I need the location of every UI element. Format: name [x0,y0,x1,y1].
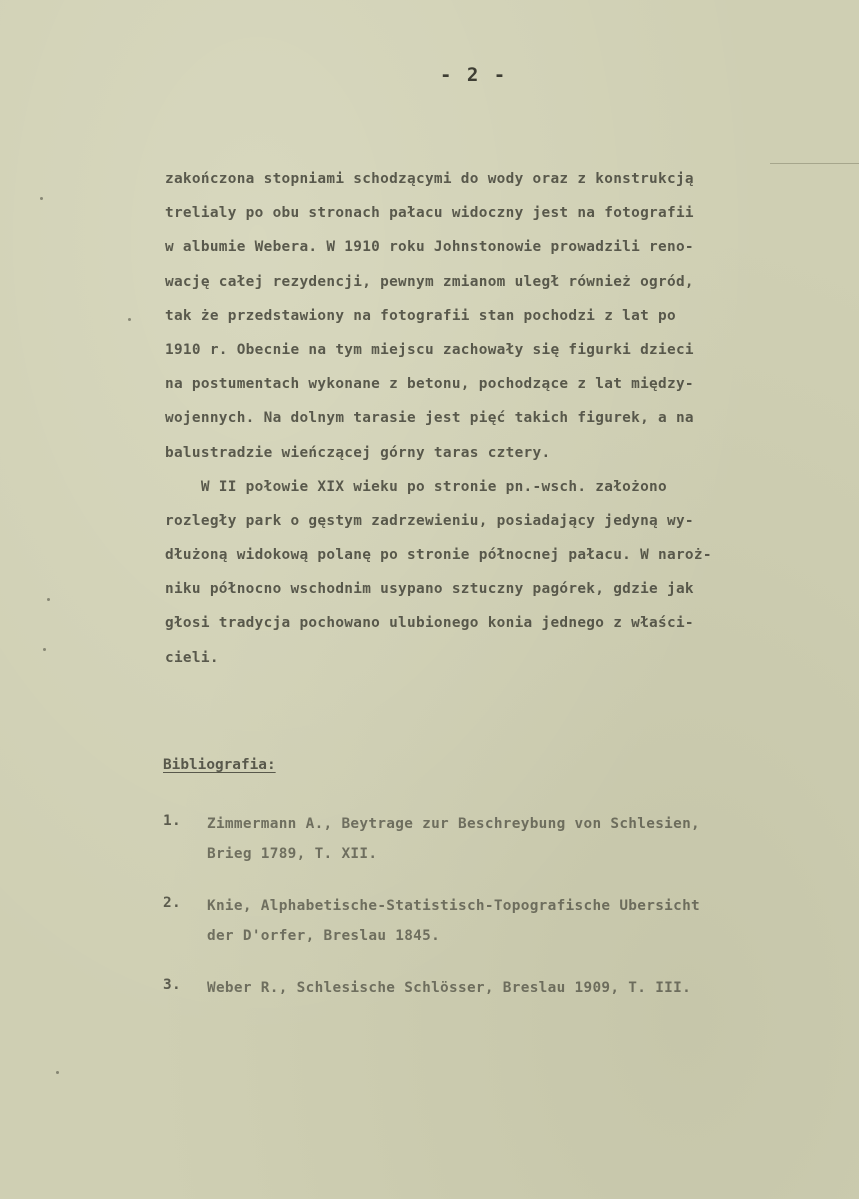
body-line: cieli. [165,649,219,666]
bibliography-item-text [207,977,691,1007]
body-line: balustradzie wieńczącej górny taras cztery. [165,444,551,461]
paper-fold-line [770,163,859,164]
bibliography-item [163,977,823,1007]
body-line: W II połowie XIX wieku po stronie pn.-wsch. założono [165,478,667,495]
paper-speck [47,598,50,601]
bibliography-line: Brieg 1789, T. XII. [207,846,378,862]
bibliography-heading: Bibliografia: [163,757,276,773]
page-number: - 2 - [440,64,508,86]
bibliography-item-text [207,895,700,955]
bibliography-line: Weber R., Schlesische Schlösser, Breslau 1909, T. III. [207,980,692,996]
paper-speck [43,648,46,651]
body-line: 1910 r. Obecnie na tym miejscu zachowały się figurki dzieci [165,341,694,358]
body-line: tak że przedstawiony na fotografii stan pochodzi z lat po [165,307,676,324]
body-line: rozległy park o gęstym zadrzewieniu, posiadający jedyną wy- [165,512,694,529]
body-text [165,168,805,681]
bibliography-item-text [207,813,700,873]
body-line: trelialy po obu stronach pałacu widoczny jest na fotografii [165,205,694,222]
bibliography-item [163,813,823,873]
bibliography-item-number: 3. [163,977,181,993]
bibliography-line: Zimmermann A., Beytrage zur Beschreybung von Schlesien, [207,816,701,832]
paper-speck [40,197,43,200]
body-line: na postumentach wykonane z betonu, pochodzące z lat między- [165,376,694,393]
body-line: w albumie Webera. W 1910 roku Johnstonowie prowadzili reno- [165,239,694,256]
bibliography-item-number: 2. [163,895,181,911]
bibliography-line: der D'orfer, Breslau 1845. [207,928,441,944]
bibliography-line: Knie, Alphabetische-Statistisch-Topografische Ubersicht [207,898,701,914]
body-line: wojennych. Na dolnym tarasie jest pięć takich figurek, a na [165,410,694,427]
body-line: wację całej rezydencji, pewnym zmianom uległ również ogród, [165,273,694,290]
body-line: zakończona stopniami schodzącymi do wody oraz z konstrukcją [165,171,694,187]
body-line: niku północno wschodnim usypano sztuczny pagórek, gdzie jak [165,581,694,598]
paper-speck [128,318,131,321]
paper-speck [56,1071,59,1074]
bibliography-list [163,813,823,1029]
bibliography-item [163,895,823,955]
bibliography-item-number: 1. [163,813,181,829]
body-line: głosi tradycja pochowano ulubionego konia jednego z właści- [165,615,694,632]
body-line: dłużoną widokową polanę po stronie północnej pałacu. W naroż- [165,547,712,564]
